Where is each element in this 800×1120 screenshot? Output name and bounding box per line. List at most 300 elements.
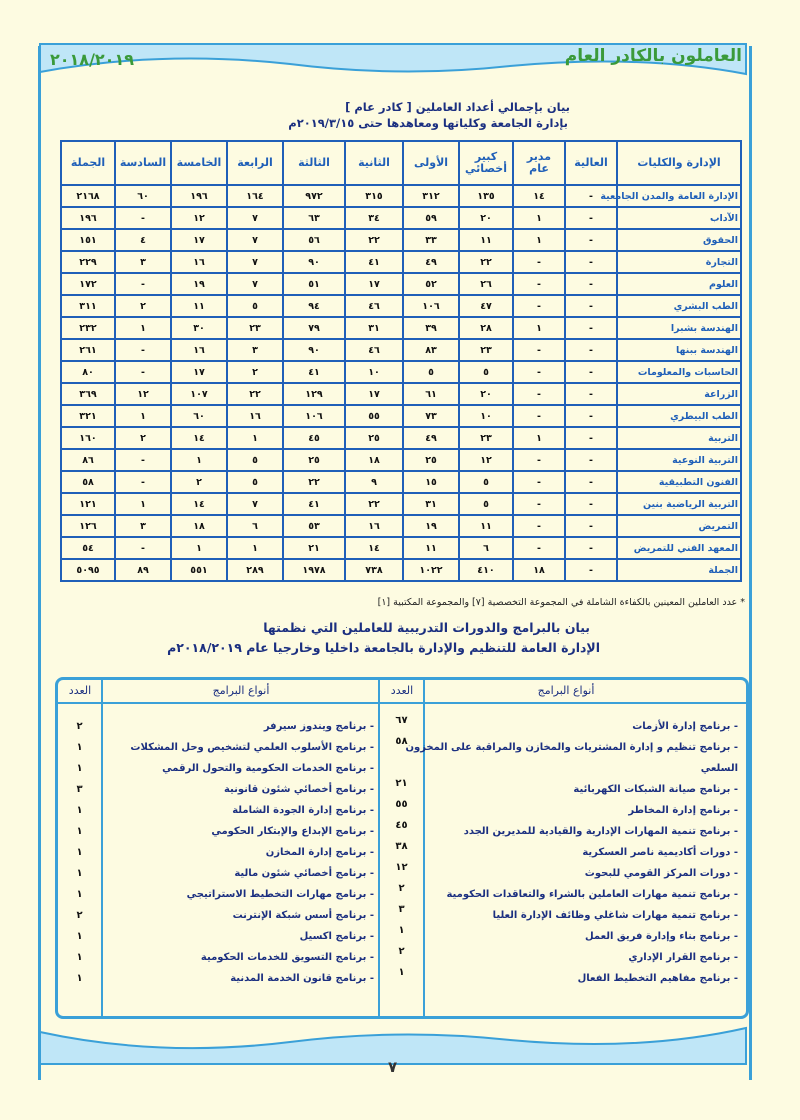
table-cell: ٣: [227, 339, 283, 361]
table-cell: ٢٣٢: [61, 317, 115, 339]
table-cell: ٦٠: [171, 405, 227, 427]
row-label: التجارة: [617, 251, 741, 273]
table-cell: -: [115, 361, 171, 383]
table-cell: ٢٦: [459, 273, 513, 295]
table-cell: ٢٢: [345, 229, 403, 251]
table-cell: ١٩: [171, 273, 227, 295]
table-row: [61, 405, 741, 427]
table-cell: -: [513, 405, 565, 427]
table-cell: ١٦: [171, 339, 227, 361]
table-cell: -: [513, 449, 565, 471]
program-count: ١: [76, 889, 83, 900]
table-row: [61, 449, 741, 471]
row-label: المعهد الفني للتمريض: [617, 537, 741, 559]
header-year: ٢٠١٨/٢٠١٩: [50, 50, 134, 69]
table-cell: ٢٢: [459, 251, 513, 273]
table-cell: ١: [227, 427, 283, 449]
table-row: [61, 317, 741, 339]
table-cell: -: [565, 185, 617, 207]
program-item: - برنامج تنظيم و إدارة المشتريات والمخازن والمراقبة على المخزون: [405, 742, 738, 753]
column-header: الثانية: [345, 141, 403, 185]
table-cell: ٢١٦٨: [61, 185, 115, 207]
program-count: [380, 752, 423, 773]
table-cell: ٢٣: [227, 317, 283, 339]
row-label: الزراعة: [617, 383, 741, 405]
table-cell: ١٤: [171, 427, 227, 449]
table-cell: ١٢: [459, 449, 513, 471]
table-cell: ٢: [227, 361, 283, 383]
table-cell: ١٧: [345, 383, 403, 405]
table-cell: ٢٨: [459, 317, 513, 339]
table-row: [61, 471, 741, 493]
header-title: العاملون بالكادر العام: [564, 46, 742, 66]
table-cell: -: [565, 427, 617, 449]
table-cell: ٥: [459, 361, 513, 383]
table-cell: ١٣٥: [459, 185, 513, 207]
programs-table: [55, 677, 749, 1019]
table-cell: ٢٠: [459, 207, 513, 229]
program-count: ٤٥: [395, 820, 408, 831]
program-item: - برنامج تنمية المهارات الإدارية والقيادية للمديرين الجدد: [463, 826, 738, 837]
column-header: الثالثة: [283, 141, 345, 185]
table-cell: ١٠٦: [283, 405, 345, 427]
row-label: الفنون التطبيقية: [617, 471, 741, 493]
table-cell: -: [115, 339, 171, 361]
program-count: ١: [76, 847, 83, 858]
program-item: - برنامج أخصائي شئون قانونية: [223, 784, 374, 795]
table-cell: ١٠: [345, 361, 403, 383]
table-cell: -: [513, 295, 565, 317]
table-cell: ١٢٦: [61, 515, 115, 537]
column-header: الجملة: [61, 141, 115, 185]
table-cell: -: [115, 471, 171, 493]
program-item: - برنامج اكسيل: [299, 931, 374, 942]
table-cell: ٢٥: [283, 449, 345, 471]
program-item: السلعي: [700, 763, 738, 774]
table-row: [61, 383, 741, 405]
table-cell: ٥٣: [283, 515, 345, 537]
table-cell: ١٨: [345, 449, 403, 471]
program-count: ٢: [76, 721, 83, 732]
table-cell: ١٤: [513, 185, 565, 207]
table-cell: ٩٤: [283, 295, 345, 317]
table-cell: ١: [513, 207, 565, 229]
table-cell: -: [565, 251, 617, 273]
program-item: - دورات المركز القومي للبحوث: [584, 868, 738, 879]
table-cell: ٤١: [345, 251, 403, 273]
program-item: - برنامج التسويق للخدمات الحكومية: [200, 952, 374, 963]
table-cell: ٢: [115, 427, 171, 449]
row-label: الحاسبات والمعلومات: [617, 361, 741, 383]
table-cell: ٣١١: [61, 295, 115, 317]
row-label: الجملة: [617, 559, 741, 581]
table-cell: ١١: [459, 515, 513, 537]
table-row: [61, 207, 741, 229]
table-cell: ٥٥: [345, 405, 403, 427]
table-cell: -: [115, 537, 171, 559]
table-cell: -: [565, 229, 617, 251]
table-row: [61, 537, 741, 559]
table-cell: ٥: [227, 471, 283, 493]
table-cell: ٣٠: [171, 317, 227, 339]
program-count: ١: [76, 805, 83, 816]
table-cell: -: [513, 273, 565, 295]
table-cell: -: [565, 493, 617, 515]
table-cell: ١٥١: [61, 229, 115, 251]
table-cell: ٣٩: [403, 317, 459, 339]
table-cell: ٣١٥: [345, 185, 403, 207]
table-cell: ١٨: [171, 515, 227, 537]
table-cell: ١٢١: [61, 493, 115, 515]
program-item: - برنامج الأسلوب العلمي لتشخيص وحل المشكلات: [130, 742, 374, 753]
programs-count-header-left: العدد: [68, 684, 92, 697]
footnote: * عدد العاملين المعينين بالكفاءة الشاملة في المجموعة التخصصية [٧] والمجموعة المكتبية [١]: [377, 597, 745, 608]
program-item: - برنامج مهارات التخطيط الاستراتيجي: [186, 889, 374, 900]
table-cell: ٤٥: [283, 427, 345, 449]
table-cell: ٤٩: [403, 251, 459, 273]
program-count: ٢: [398, 946, 405, 957]
program-item: - برنامج إدارة المخازن: [265, 847, 374, 858]
table-cell: ٤٧: [459, 295, 513, 317]
table-cell: -: [513, 493, 565, 515]
table-cell: ٧: [227, 251, 283, 273]
table-cell: ٤: [115, 229, 171, 251]
table-cell: ١: [115, 317, 171, 339]
table-cell: ٤١: [283, 361, 345, 383]
table-cell: ٣٦٩: [61, 383, 115, 405]
table-cell: -: [565, 449, 617, 471]
table-cell: ٥٩: [403, 207, 459, 229]
programs-list-right: [405, 716, 738, 989]
table-cell: ٢: [171, 471, 227, 493]
program-count: ١: [398, 925, 405, 936]
program-count: ٣: [76, 784, 83, 795]
row-label: العلوم: [617, 273, 741, 295]
program-count: ١: [76, 931, 83, 942]
table-row: [61, 361, 741, 383]
table-cell: ١٧: [171, 229, 227, 251]
table-cell: ٥٤: [61, 537, 115, 559]
table-cell: -: [565, 471, 617, 493]
table-cell: ١٥: [403, 471, 459, 493]
table-cell: ٢: [115, 295, 171, 317]
table-cell: -: [565, 295, 617, 317]
table-cell: -: [513, 471, 565, 493]
programs-type-header-right: أنواع البرامج: [537, 684, 595, 697]
table-cell: ٥: [227, 295, 283, 317]
table-cell: ٣١: [345, 317, 403, 339]
program-count: ١: [76, 973, 83, 984]
table-cell: ٦: [459, 537, 513, 559]
table-cell: ١: [115, 493, 171, 515]
table-cell: ١١: [403, 537, 459, 559]
table-row: [61, 185, 741, 207]
table-cell: ٢٢: [227, 383, 283, 405]
table-cell: ١: [227, 537, 283, 559]
table-cell: ٨٠: [61, 361, 115, 383]
table-cell: ٤١٠: [459, 559, 513, 581]
table-cell: ١: [115, 405, 171, 427]
column-header: الخامسة: [171, 141, 227, 185]
table-cell: ٦٠: [115, 185, 171, 207]
table-cell: ٩٧٢: [283, 185, 345, 207]
column-header: السادسة: [115, 141, 171, 185]
table-cell: ١٤: [345, 537, 403, 559]
table-cell: ٥: [459, 471, 513, 493]
table-cell: ١١: [459, 229, 513, 251]
row-label: الهندسة ببنها: [617, 339, 741, 361]
table-cell: -: [115, 449, 171, 471]
table-cell: ٧: [227, 273, 283, 295]
table-cell: ٢٦١: [61, 339, 115, 361]
program-item: - برنامج ويندوز سيرفر: [263, 721, 374, 732]
programs-type-header-left: أنواع البرامج: [212, 684, 270, 697]
table-cell: ١٠٧: [171, 383, 227, 405]
table-cell: ٤٦: [345, 295, 403, 317]
table-row: [61, 273, 741, 295]
program-count: ١: [76, 868, 83, 879]
program-count: ٣٨: [395, 841, 408, 852]
program-count: ٥٨: [395, 736, 408, 747]
program-item: - برنامج صيانة الشبكات الكهربائية: [573, 784, 738, 795]
table-row: [61, 229, 741, 251]
program-count: ٢١: [395, 778, 408, 789]
table-cell: -: [565, 361, 617, 383]
header-divider: [58, 702, 746, 704]
table-cell: ١٧: [171, 361, 227, 383]
table-cell: ٥: [459, 493, 513, 515]
table-cell: -: [513, 361, 565, 383]
table-cell: ١٨: [513, 559, 565, 581]
column-header: الرابعة: [227, 141, 283, 185]
table-cell: ٣٣: [403, 229, 459, 251]
program-count: ٣: [398, 904, 405, 915]
program-item: - برنامج أخصائي شئون مالية: [234, 868, 374, 879]
table-cell: ٥١: [283, 273, 345, 295]
table-cell: ١٦: [227, 405, 283, 427]
table-cell: ٥٥١: [171, 559, 227, 581]
staff-table: [60, 140, 742, 582]
table-cell: -: [115, 273, 171, 295]
program-count: ١: [398, 967, 405, 978]
table-row: [61, 295, 741, 317]
program-item: - برنامج إدارة المخاطر: [628, 805, 738, 816]
table-cell: ٢٢٩: [61, 251, 115, 273]
table-cell: ٢٥: [345, 427, 403, 449]
table-cell: ١٠٦: [403, 295, 459, 317]
programs-title-line1: بيان بالبرامج والدورات التدريبية للعاملين التي نظمتها: [263, 620, 590, 635]
table-cell: -: [565, 405, 617, 427]
table-row: [61, 493, 741, 515]
table-cell: ١٦٠: [61, 427, 115, 449]
table-cell: ١: [513, 229, 565, 251]
table-cell: -: [565, 383, 617, 405]
table-cell: -: [565, 273, 617, 295]
table-cell: ١٩٦: [61, 207, 115, 229]
table-cell: ١٩٦: [171, 185, 227, 207]
table-cell: ٥٦: [283, 229, 345, 251]
table-cell: ٣٤: [345, 207, 403, 229]
table-header-row: [61, 141, 741, 185]
table-cell: -: [565, 317, 617, 339]
table-cell: ٦٣: [283, 207, 345, 229]
column-header: العالية: [565, 141, 617, 185]
table-cell: ٣: [115, 251, 171, 273]
program-count: ٦٧: [395, 715, 408, 726]
table-cell: -: [565, 559, 617, 581]
table-cell: ١٠٢٢: [403, 559, 459, 581]
table-cell: ٤١: [283, 493, 345, 515]
table-cell: ١: [171, 537, 227, 559]
column-divider: [423, 680, 425, 1016]
staff-title-line2: بإدارة الجامعة وكلياتها ومعاهدها حتى ٢٠١٩/٣/١٥م: [288, 116, 568, 130]
program-item: - برنامج أسس شبكة الإنترنت: [232, 910, 374, 921]
table-cell: ٣٢١: [61, 405, 115, 427]
row-label: التربية النوعية: [617, 449, 741, 471]
table-cell: -: [513, 537, 565, 559]
table-row: [61, 251, 741, 273]
table-cell: ٧: [227, 207, 283, 229]
row-label: التمريض: [617, 515, 741, 537]
program-count: ١٢: [395, 862, 408, 873]
table-cell: -: [115, 207, 171, 229]
program-item: - برنامج القرار الإداري: [628, 952, 738, 963]
table-cell: ١٦: [171, 251, 227, 273]
programs-counts-left: [58, 716, 101, 989]
row-label: الإدارة العامة والمدن الجامعية: [617, 185, 741, 207]
table-cell: ٧: [227, 229, 283, 251]
table-cell: -: [513, 515, 565, 537]
page-number: ٧: [388, 1058, 398, 1076]
table-cell: ٣١٢: [403, 185, 459, 207]
table-cell: ٨٦: [61, 449, 115, 471]
table-cell: ١٧: [345, 273, 403, 295]
programs-list-left: [104, 716, 374, 989]
table-cell: -: [565, 515, 617, 537]
table-cell: -: [513, 339, 565, 361]
program-count: ١: [76, 952, 83, 963]
table-cell: ٨٣: [403, 339, 459, 361]
table-cell: ١٦: [345, 515, 403, 537]
program-item: - برنامج الخدمات الحكومية والتحول الرقمي: [162, 763, 374, 774]
table-cell: ٥٠٩٥: [61, 559, 115, 581]
table-cell: ٥: [227, 449, 283, 471]
programs-title-line2: الإدارة العامة للتنظيم والإدارة بالجامعة داخليا وخارجيا عام ٢٠١٨/٢٠١٩م: [167, 640, 600, 655]
table-cell: ٢١: [283, 537, 345, 559]
table-cell: ٧٣: [403, 405, 459, 427]
column-header: كبير أخصائي: [459, 141, 513, 185]
program-count: ٢: [398, 883, 405, 894]
table-cell: ٢٨٩: [227, 559, 283, 581]
table-cell: ١: [171, 449, 227, 471]
program-item: - برنامج تنمية مهارات شاغلي وظائف الإدارة العليا: [492, 910, 738, 921]
table-cell: ١٩: [403, 515, 459, 537]
programs-counts-right: [380, 710, 423, 983]
table-cell: ١٤: [171, 493, 227, 515]
program-item: - برنامج مفاهيم التخطيط الفعال: [577, 973, 738, 984]
program-item: - برنامج تنمية مهارات العاملين بالشراء والتعاقدات الحكومية: [446, 889, 738, 900]
program-count: ٢: [76, 910, 83, 921]
program-item: - برنامج بناء وإدارة فريق العمل: [584, 931, 738, 942]
program-item: - دورات أكاديمية ناصر العسكرية: [582, 847, 738, 858]
table-cell: ١٢٩: [283, 383, 345, 405]
table-cell: ١٧٢: [61, 273, 115, 295]
column-divider: [101, 680, 103, 1016]
row-label: التربية الرياضية بنين: [617, 493, 741, 515]
table-cell: ١١: [171, 295, 227, 317]
row-label: الهندسة بشبرا: [617, 317, 741, 339]
program-count: ٥٥: [395, 799, 408, 810]
table-cell: ٦: [227, 515, 283, 537]
table-cell: ١٢: [115, 383, 171, 405]
program-item: - برنامج قانون الخدمة المدنية: [230, 973, 374, 984]
row-label: الطب البيطري: [617, 405, 741, 427]
table-cell: ٩٠: [283, 251, 345, 273]
table-cell: ٤٦: [345, 339, 403, 361]
table-row: [61, 339, 741, 361]
program-count: ١: [76, 742, 83, 753]
column-header: مدير عام: [513, 141, 565, 185]
table-cell: ٩٠: [283, 339, 345, 361]
table-cell: ١٢: [171, 207, 227, 229]
row-label: التربية: [617, 427, 741, 449]
row-label: الطب البشري: [617, 295, 741, 317]
table-cell: ٢٢: [345, 493, 403, 515]
program-count: ١: [76, 826, 83, 837]
program-item: - برنامج الإبداع والإبتكار الحكومي: [211, 826, 374, 837]
table-cell: ٢٠: [459, 383, 513, 405]
staff-title-line1: بيان بإجمالي أعداد العاملين [ كادر عام ]: [345, 100, 570, 114]
table-cell: -: [565, 537, 617, 559]
table-cell: ١٠: [459, 405, 513, 427]
column-header: الإدارة والكليات: [617, 141, 741, 185]
table-row: [61, 515, 741, 537]
table-cell: ٧: [227, 493, 283, 515]
table-cell: ٩: [345, 471, 403, 493]
table-cell: ١٩٧٨: [283, 559, 345, 581]
row-label: الحقوق: [617, 229, 741, 251]
table-cell: ٧٣٨: [345, 559, 403, 581]
table-cell: ٦١: [403, 383, 459, 405]
column-header: الأولى: [403, 141, 459, 185]
table-cell: ٢٣: [459, 339, 513, 361]
program-count: ١: [76, 763, 83, 774]
table-cell: ٢٢: [283, 471, 345, 493]
table-cell: ١٦٤: [227, 185, 283, 207]
table-row: [61, 559, 741, 581]
table-cell: ١: [513, 427, 565, 449]
table-cell: ٥٨: [61, 471, 115, 493]
program-item: - برنامج إدارة الجودة الشاملة: [232, 805, 374, 816]
row-label: الآداب: [617, 207, 741, 229]
table-cell: ٢٣: [459, 427, 513, 449]
program-item: - برنامج إدارة الأزمات: [632, 721, 738, 732]
table-cell: ٨٩: [115, 559, 171, 581]
table-cell: ٥٢: [403, 273, 459, 295]
table-cell: ٣١: [403, 493, 459, 515]
table-cell: ٣: [115, 515, 171, 537]
table-cell: ٥: [403, 361, 459, 383]
table-cell: ١: [513, 317, 565, 339]
table-cell: -: [513, 251, 565, 273]
table-cell: ٧٩: [283, 317, 345, 339]
table-cell: ٢٥: [403, 449, 459, 471]
programs-count-header-right: العدد: [390, 684, 414, 697]
table-cell: ٤٩: [403, 427, 459, 449]
table-cell: -: [513, 383, 565, 405]
table-cell: -: [565, 339, 617, 361]
table-cell: -: [565, 207, 617, 229]
